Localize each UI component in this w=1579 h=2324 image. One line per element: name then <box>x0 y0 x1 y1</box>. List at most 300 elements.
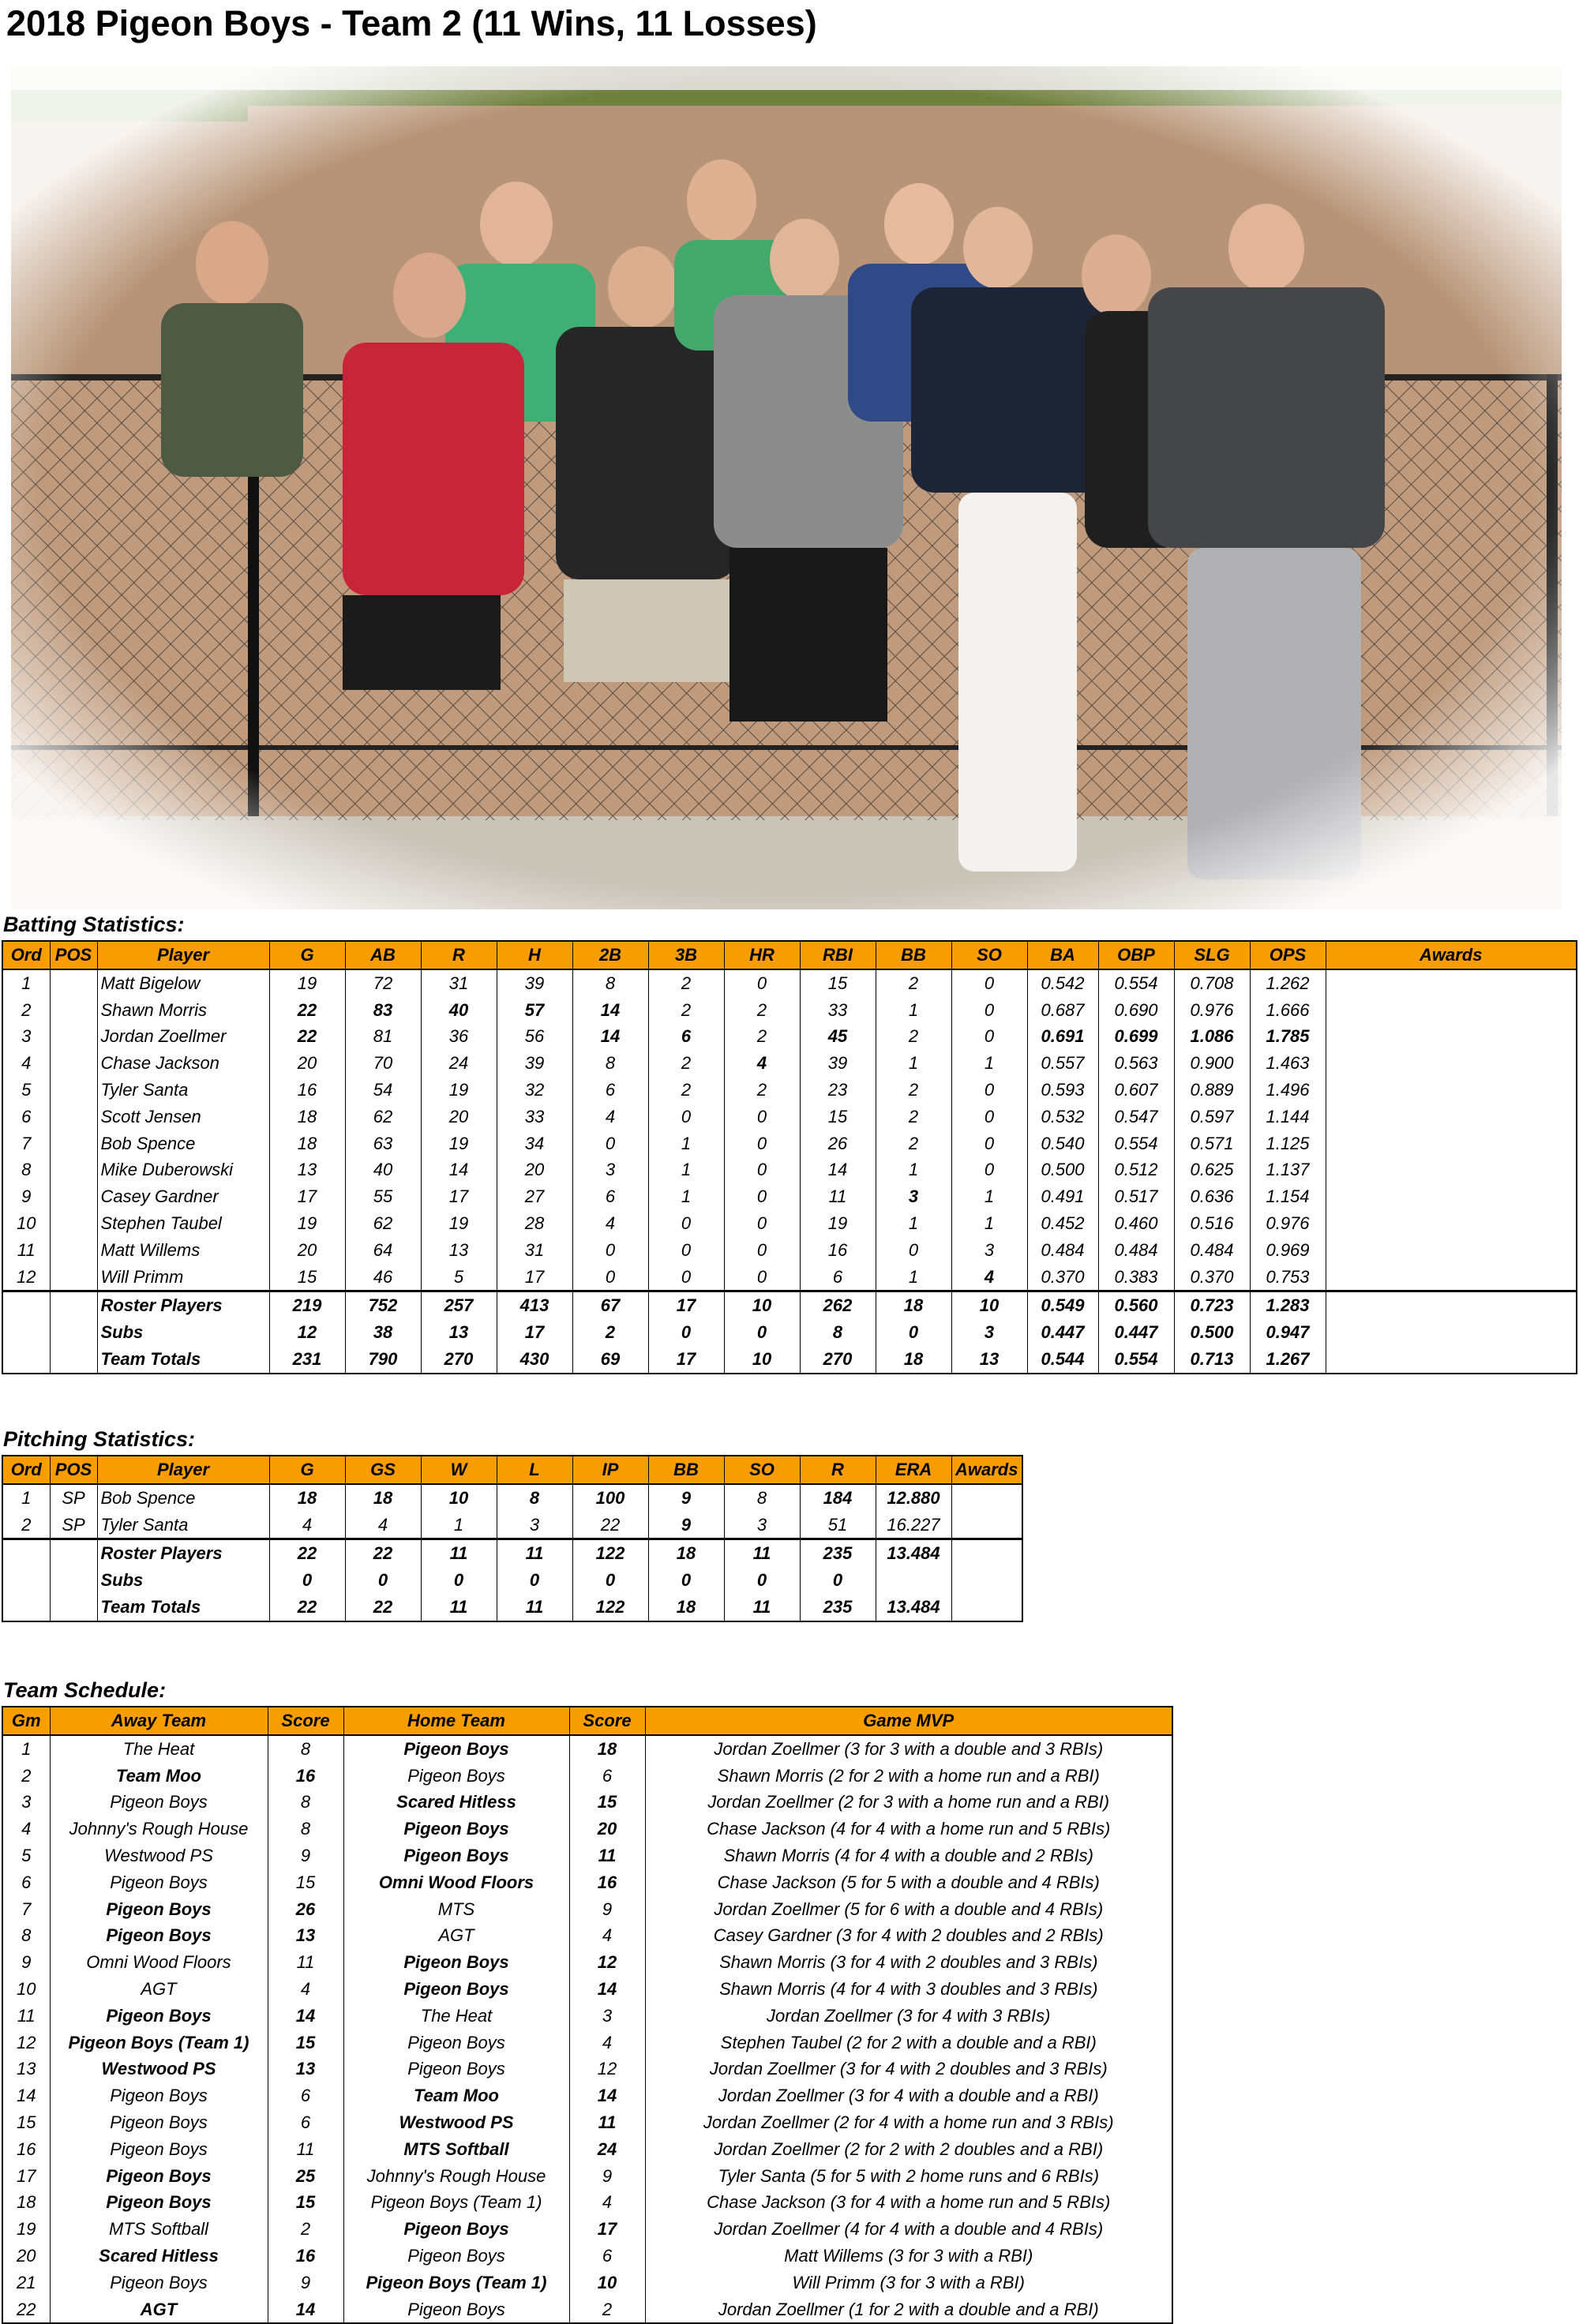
totals-cell <box>50 1539 97 1567</box>
schedule-cell: Jordan Zoellmer (3 for 4 with 3 RBIs) <box>645 2003 1172 2030</box>
table-cell: 0.370 <box>1027 1264 1098 1291</box>
schedule-cell: 8 <box>268 1789 343 1816</box>
table-cell: 0.484 <box>1027 1237 1098 1264</box>
table-cell <box>1326 1050 1577 1077</box>
table-cell: 6 <box>572 1183 648 1210</box>
table-cell: 1 <box>2 969 50 997</box>
totals-cell: 0 <box>724 1567 800 1594</box>
totals-cell: 22 <box>269 1539 345 1567</box>
table-cell: 1 <box>876 1210 951 1237</box>
totals-cell: 13 <box>951 1346 1027 1374</box>
schedule-cell: Pigeon Boys (Team 1) <box>50 2030 268 2056</box>
table-cell: 0.554 <box>1098 969 1174 997</box>
table-cell: 0.625 <box>1174 1156 1250 1183</box>
schedule-cell: Johnny's Rough House <box>50 1816 268 1842</box>
table-row <box>2 1023 1577 1050</box>
table-cell: 0.540 <box>1027 1130 1098 1157</box>
totals-cell: 752 <box>345 1291 421 1319</box>
totals-cell: 0 <box>876 1319 951 1346</box>
totals-cell <box>50 1594 97 1621</box>
schedule-cell: 6 <box>268 2082 343 2109</box>
totals-cell: 270 <box>421 1346 497 1374</box>
table-cell: Chase Jackson <box>97 1050 269 1077</box>
table-cell: 24 <box>421 1050 497 1077</box>
table-cell: 18 <box>345 1484 421 1512</box>
column-header: OBP <box>1098 941 1174 969</box>
table-cell: Matt Bigelow <box>97 969 269 997</box>
table-cell <box>1326 1183 1577 1210</box>
table-cell: 1 <box>648 1156 724 1183</box>
totals-cell <box>951 1594 1022 1621</box>
schedule-cell: Pigeon Boys <box>343 2056 569 2082</box>
column-header: SLG <box>1174 941 1250 969</box>
column-header: SO <box>724 1456 800 1484</box>
totals-cell: 231 <box>269 1346 345 1374</box>
schedule-cell: 9 <box>2 1949 50 1976</box>
table-cell: 46 <box>345 1264 421 1291</box>
table-cell: 0 <box>951 969 1027 997</box>
schedule-row <box>2 2136 1172 2163</box>
schedule-cell: 15 <box>2 2109 50 2136</box>
table-cell <box>50 1104 97 1130</box>
schedule-cell: Westwood PS <box>50 1842 268 1869</box>
totals-cell <box>876 1567 951 1594</box>
totals-cell: 790 <box>345 1346 421 1374</box>
schedule-cell: 2 <box>569 2296 645 2324</box>
table-cell: 0.370 <box>1174 1264 1250 1291</box>
column-header: Gm <box>2 1707 50 1735</box>
table-cell: 20 <box>269 1050 345 1077</box>
table-cell: 23 <box>800 1077 876 1104</box>
totals-row <box>2 1319 1577 1346</box>
table-cell: 0 <box>724 1130 800 1157</box>
schedule-cell: Pigeon Boys <box>50 2163 268 2190</box>
schedule-cell: 16 <box>569 1869 645 1896</box>
table-cell: 39 <box>497 969 572 997</box>
table-cell: 2 <box>648 969 724 997</box>
column-header: Game MVP <box>645 1707 1172 1735</box>
schedule-cell: 9 <box>569 1896 645 1923</box>
column-header: Away Team <box>50 1707 268 1735</box>
schedule-cell: 20 <box>569 1816 645 1842</box>
schedule-cell: 7 <box>2 1896 50 1923</box>
table-cell: 4 <box>724 1050 800 1077</box>
table-cell: 0 <box>724 1237 800 1264</box>
totals-cell: 0.500 <box>1174 1319 1250 1346</box>
table-cell: 0 <box>648 1104 724 1130</box>
table-cell <box>50 997 97 1024</box>
table-row <box>2 1484 1022 1512</box>
totals-cell <box>2 1594 50 1621</box>
totals-cell: 219 <box>269 1291 345 1319</box>
totals-cell: 0 <box>497 1567 572 1594</box>
schedule-cell: 13 <box>268 1922 343 1949</box>
table-cell: 26 <box>800 1130 876 1157</box>
schedule-cell: The Heat <box>343 2003 569 2030</box>
totals-row <box>2 1291 1577 1319</box>
totals-cell <box>1326 1346 1577 1374</box>
schedule-cell: 14 <box>2 2082 50 2109</box>
totals-cell: 10 <box>724 1346 800 1374</box>
schedule-cell: MTS <box>343 1896 569 1923</box>
table-cell: 7 <box>2 1130 50 1157</box>
schedule-cell: 8 <box>268 1735 343 1763</box>
totals-cell: 0.947 <box>1250 1319 1326 1346</box>
totals-cell: Subs <box>97 1319 269 1346</box>
totals-cell: 22 <box>345 1594 421 1621</box>
schedule-cell: 17 <box>569 2216 645 2243</box>
schedule-cell: Pigeon Boys <box>343 2243 569 2270</box>
column-header: Player <box>97 1456 269 1484</box>
schedule-cell: Johnny's Rough House <box>343 2163 569 2190</box>
table-cell: 1 <box>951 1050 1027 1077</box>
table-cell: 0.976 <box>1174 997 1250 1024</box>
table-cell: 0.563 <box>1098 1050 1174 1077</box>
totals-row <box>2 1346 1577 1374</box>
schedule-cell: Pigeon Boys (Team 1) <box>343 2189 569 2216</box>
totals-row <box>2 1594 1022 1621</box>
table-cell: 39 <box>800 1050 876 1077</box>
totals-cell: 0 <box>648 1319 724 1346</box>
table-cell: 22 <box>572 1512 648 1539</box>
table-row <box>2 1104 1577 1130</box>
table-cell <box>50 1050 97 1077</box>
schedule-row <box>2 2296 1172 2324</box>
schedule-row <box>2 2216 1172 2243</box>
table-cell: 0.708 <box>1174 969 1250 997</box>
schedule-cell: Westwood PS <box>343 2109 569 2136</box>
totals-cell <box>50 1567 97 1594</box>
column-header: G <box>269 1456 345 1484</box>
table-cell: 0.554 <box>1098 1130 1174 1157</box>
table-row <box>2 1050 1577 1077</box>
totals-cell <box>1326 1319 1577 1346</box>
schedule-cell: 9 <box>268 1842 343 1869</box>
table-cell: 3 <box>724 1512 800 1539</box>
table-cell: 0 <box>572 1264 648 1291</box>
schedule-row <box>2 1842 1172 1869</box>
schedule-cell: Pigeon Boys <box>343 2296 569 2324</box>
table-cell: 2 <box>2 1512 50 1539</box>
totals-cell: 11 <box>497 1539 572 1567</box>
table-cell <box>1326 997 1577 1024</box>
table-cell: 2 <box>648 1077 724 1104</box>
table-cell: 36 <box>421 1023 497 1050</box>
table-cell: 1 <box>951 1183 1027 1210</box>
table-cell: 31 <box>497 1237 572 1264</box>
table-cell <box>50 1077 97 1104</box>
totals-cell: 0 <box>269 1567 345 1594</box>
schedule-cell: AGT <box>50 1976 268 2003</box>
table-cell: 2 <box>724 1077 800 1104</box>
column-header: 3B <box>648 941 724 969</box>
schedule-cell: Omni Wood Floors <box>343 1869 569 1896</box>
totals-cell: Subs <box>97 1567 269 1594</box>
totals-cell <box>50 1291 97 1319</box>
schedule-row <box>2 2003 1172 2030</box>
table-row <box>2 1237 1577 1264</box>
table-cell: 19 <box>269 1210 345 1237</box>
table-cell: 14 <box>800 1156 876 1183</box>
table-cell: 64 <box>345 1237 421 1264</box>
schedule-cell: 24 <box>569 2136 645 2163</box>
totals-cell: 0 <box>724 1319 800 1346</box>
schedule-cell: Chase Jackson (3 for 4 with a home run and 5 RBIs) <box>645 2189 1172 2216</box>
schedule-cell: 10 <box>2 1976 50 2003</box>
schedule-row <box>2 2082 1172 2109</box>
table-cell: 0.969 <box>1250 1237 1326 1264</box>
table-cell <box>50 1130 97 1157</box>
schedule-row <box>2 1869 1172 1896</box>
table-cell: 0 <box>648 1210 724 1237</box>
table-cell: 1.463 <box>1250 1050 1326 1077</box>
table-cell: 1 <box>648 1130 724 1157</box>
schedule-cell: Pigeon Boys <box>343 1816 569 1842</box>
table-cell: 1 <box>2 1484 50 1512</box>
column-header: Awards <box>951 1456 1022 1484</box>
schedule-cell: Pigeon Boys <box>343 1763 569 1790</box>
table-cell <box>1326 1156 1577 1183</box>
table-cell: 0.976 <box>1250 1210 1326 1237</box>
column-header: Player <box>97 941 269 969</box>
table-cell: 0 <box>572 1237 648 1264</box>
schedule-cell: 6 <box>569 2243 645 2270</box>
totals-cell <box>951 1539 1022 1567</box>
table-cell: 20 <box>421 1104 497 1130</box>
schedule-cell: 14 <box>268 2003 343 2030</box>
totals-row <box>2 1567 1022 1594</box>
totals-cell: 0.560 <box>1098 1291 1174 1319</box>
team-photo <box>11 66 1562 909</box>
schedule-cell: 21 <box>2 2270 50 2296</box>
schedule-cell: MTS Softball <box>343 2136 569 2163</box>
table-cell: 13 <box>269 1156 345 1183</box>
table-cell: 0.607 <box>1098 1077 1174 1104</box>
table-cell: 19 <box>421 1077 497 1104</box>
schedule-cell: 16 <box>268 2243 343 2270</box>
table-cell: 17 <box>269 1183 345 1210</box>
table-cell: 0 <box>724 1104 800 1130</box>
table-cell: 5 <box>421 1264 497 1291</box>
table-cell: 62 <box>345 1104 421 1130</box>
table-cell <box>1326 1237 1577 1264</box>
table-cell: 0.484 <box>1098 1237 1174 1264</box>
totals-cell: 11 <box>421 1539 497 1567</box>
totals-cell: 10 <box>951 1291 1027 1319</box>
table-cell: 0 <box>724 1264 800 1291</box>
table-cell: SP <box>50 1512 97 1539</box>
schedule-cell: 25 <box>268 2163 343 2190</box>
table-cell: 0.571 <box>1174 1130 1250 1157</box>
schedule-cell: 8 <box>2 1922 50 1949</box>
totals-cell: 11 <box>724 1594 800 1621</box>
table-cell: 0 <box>951 1104 1027 1130</box>
table-cell: 2 <box>876 1023 951 1050</box>
totals-cell <box>1326 1291 1577 1319</box>
column-header: Ord <box>2 1456 50 1484</box>
table-cell: 1 <box>951 1210 1027 1237</box>
table-cell: Shawn Morris <box>97 997 269 1024</box>
totals-cell <box>2 1291 50 1319</box>
table-cell: 0.500 <box>1027 1156 1098 1183</box>
totals-cell: 0.447 <box>1098 1319 1174 1346</box>
totals-cell <box>50 1346 97 1374</box>
table-cell: 0.690 <box>1098 997 1174 1024</box>
schedule-cell: Will Primm (3 for 3 with a RBI) <box>645 2270 1172 2296</box>
table-cell: 6 <box>572 1077 648 1104</box>
table-cell: 22 <box>269 997 345 1024</box>
column-header: Score <box>569 1707 645 1735</box>
table-cell <box>1326 1104 1577 1130</box>
column-header: Home Team <box>343 1707 569 1735</box>
table-cell: Bob Spence <box>97 1130 269 1157</box>
table-cell <box>951 1512 1022 1539</box>
table-cell: 0.512 <box>1098 1156 1174 1183</box>
table-cell: 0.699 <box>1098 1023 1174 1050</box>
table-cell: 18 <box>269 1104 345 1130</box>
totals-cell: 430 <box>497 1346 572 1374</box>
table-cell: 27 <box>497 1183 572 1210</box>
table-cell: 0.593 <box>1027 1077 1098 1104</box>
table-cell: 9 <box>648 1512 724 1539</box>
table-cell: 2 <box>876 969 951 997</box>
schedule-cell: Pigeon Boys <box>50 1869 268 1896</box>
schedule-cell: Pigeon Boys <box>50 1922 268 1949</box>
table-cell: 6 <box>648 1023 724 1050</box>
totals-cell: 413 <box>497 1291 572 1319</box>
totals-cell <box>2 1567 50 1594</box>
table-cell: 28 <box>497 1210 572 1237</box>
column-header: H <box>497 941 572 969</box>
table-cell: 2 <box>648 997 724 1024</box>
table-row <box>2 1183 1577 1210</box>
table-cell: 0 <box>951 1130 1027 1157</box>
totals-cell: 17 <box>497 1319 572 1346</box>
table-cell: 70 <box>345 1050 421 1077</box>
table-row <box>2 1210 1577 1237</box>
table-cell: Bob Spence <box>97 1484 269 1512</box>
schedule-row <box>2 2056 1172 2082</box>
schedule-cell: 18 <box>2 2189 50 2216</box>
table-cell: 12.880 <box>876 1484 951 1512</box>
schedule-cell: Jordan Zoellmer (2 for 3 with a home run and a RBI) <box>645 1789 1172 1816</box>
totals-cell: 17 <box>648 1291 724 1319</box>
table-cell: 4 <box>572 1104 648 1130</box>
column-header: W <box>421 1456 497 1484</box>
column-header: Score <box>268 1707 343 1735</box>
table-cell: Jordan Zoellmer <box>97 1023 269 1050</box>
table-cell: 39 <box>497 1050 572 1077</box>
schedule-cell: Pigeon Boys <box>50 2109 268 2136</box>
totals-cell: 0 <box>648 1567 724 1594</box>
schedule-cell: Jordan Zoellmer (5 for 6 with a double and 4 RBIs) <box>645 1896 1172 1923</box>
column-header: Ord <box>2 941 50 969</box>
table-cell <box>50 1183 97 1210</box>
table-row <box>2 1156 1577 1183</box>
table-cell <box>1326 1023 1577 1050</box>
schedule-cell: 20 <box>2 2243 50 2270</box>
schedule-cell: Pigeon Boys <box>50 2136 268 2163</box>
totals-cell: 22 <box>269 1594 345 1621</box>
table-cell: 0.691 <box>1027 1023 1098 1050</box>
schedule-cell: Team Moo <box>343 2082 569 2109</box>
column-header: BB <box>648 1456 724 1484</box>
totals-cell: 0.447 <box>1027 1319 1098 1346</box>
table-cell: Mike Duberowski <box>97 1156 269 1183</box>
table-cell: 2 <box>876 1077 951 1104</box>
schedule-cell: 11 <box>268 2136 343 2163</box>
table-cell: 0 <box>724 1210 800 1237</box>
table-cell: 6 <box>800 1264 876 1291</box>
column-header: HR <box>724 941 800 969</box>
schedule-cell: 8 <box>268 1816 343 1842</box>
column-header: L <box>497 1456 572 1484</box>
table-cell: 1 <box>876 1264 951 1291</box>
pitching-table <box>2 1455 1023 1622</box>
table-cell: 2 <box>724 997 800 1024</box>
schedule-cell: The Heat <box>50 1735 268 1763</box>
schedule-row <box>2 2030 1172 2056</box>
table-cell: 40 <box>421 997 497 1024</box>
schedule-cell: Pigeon Boys (Team 1) <box>343 2270 569 2296</box>
schedule-cell: 2 <box>268 2216 343 2243</box>
column-header: G <box>269 941 345 969</box>
schedule-cell: AGT <box>50 2296 268 2324</box>
schedule-cell: Shawn Morris (4 for 4 with a double and 2 RBIs) <box>645 1842 1172 1869</box>
table-cell: 31 <box>421 969 497 997</box>
table-cell: 0.532 <box>1027 1104 1098 1130</box>
table-cell <box>1326 1210 1577 1237</box>
table-cell: 16.227 <box>876 1512 951 1539</box>
table-cell: 9 <box>648 1484 724 1512</box>
schedule-cell: AGT <box>343 1922 569 1949</box>
table-cell: 0.460 <box>1098 1210 1174 1237</box>
page-title: 2018 Pigeon Boys - Team 2 (11 Wins, 11 Losses) <box>6 3 817 43</box>
totals-cell <box>951 1567 1022 1594</box>
table-cell: 22 <box>269 1023 345 1050</box>
schedule-cell: 12 <box>2 2030 50 2056</box>
table-cell: 10 <box>2 1210 50 1237</box>
totals-cell: 257 <box>421 1291 497 1319</box>
table-row <box>2 1130 1577 1157</box>
schedule-row <box>2 1763 1172 1790</box>
table-cell: 4 <box>572 1210 648 1237</box>
table-cell: 8 <box>572 1050 648 1077</box>
table-row <box>2 1077 1577 1104</box>
schedule-cell: 14 <box>569 2082 645 2109</box>
table-cell: 6 <box>2 1104 50 1130</box>
column-header: GS <box>345 1456 421 1484</box>
totals-cell: 0.713 <box>1174 1346 1250 1374</box>
table-cell: 83 <box>345 997 421 1024</box>
table-cell: 0.597 <box>1174 1104 1250 1130</box>
table-cell: 1 <box>648 1183 724 1210</box>
schedule-cell: 3 <box>2 1789 50 1816</box>
totals-cell: 1.267 <box>1250 1346 1326 1374</box>
table-cell: 1.262 <box>1250 969 1326 997</box>
table-cell: 9 <box>2 1183 50 1210</box>
table-cell: 0 <box>724 969 800 997</box>
totals-cell <box>2 1539 50 1567</box>
table-cell: 3 <box>876 1183 951 1210</box>
schedule-cell: 5 <box>2 1842 50 1869</box>
table-cell: 14 <box>572 997 648 1024</box>
table-cell: 45 <box>800 1023 876 1050</box>
schedule-cell: 19 <box>2 2216 50 2243</box>
schedule-header-row <box>2 1707 1172 1735</box>
table-cell: 19 <box>421 1130 497 1157</box>
schedule-table <box>2 1706 1173 2324</box>
